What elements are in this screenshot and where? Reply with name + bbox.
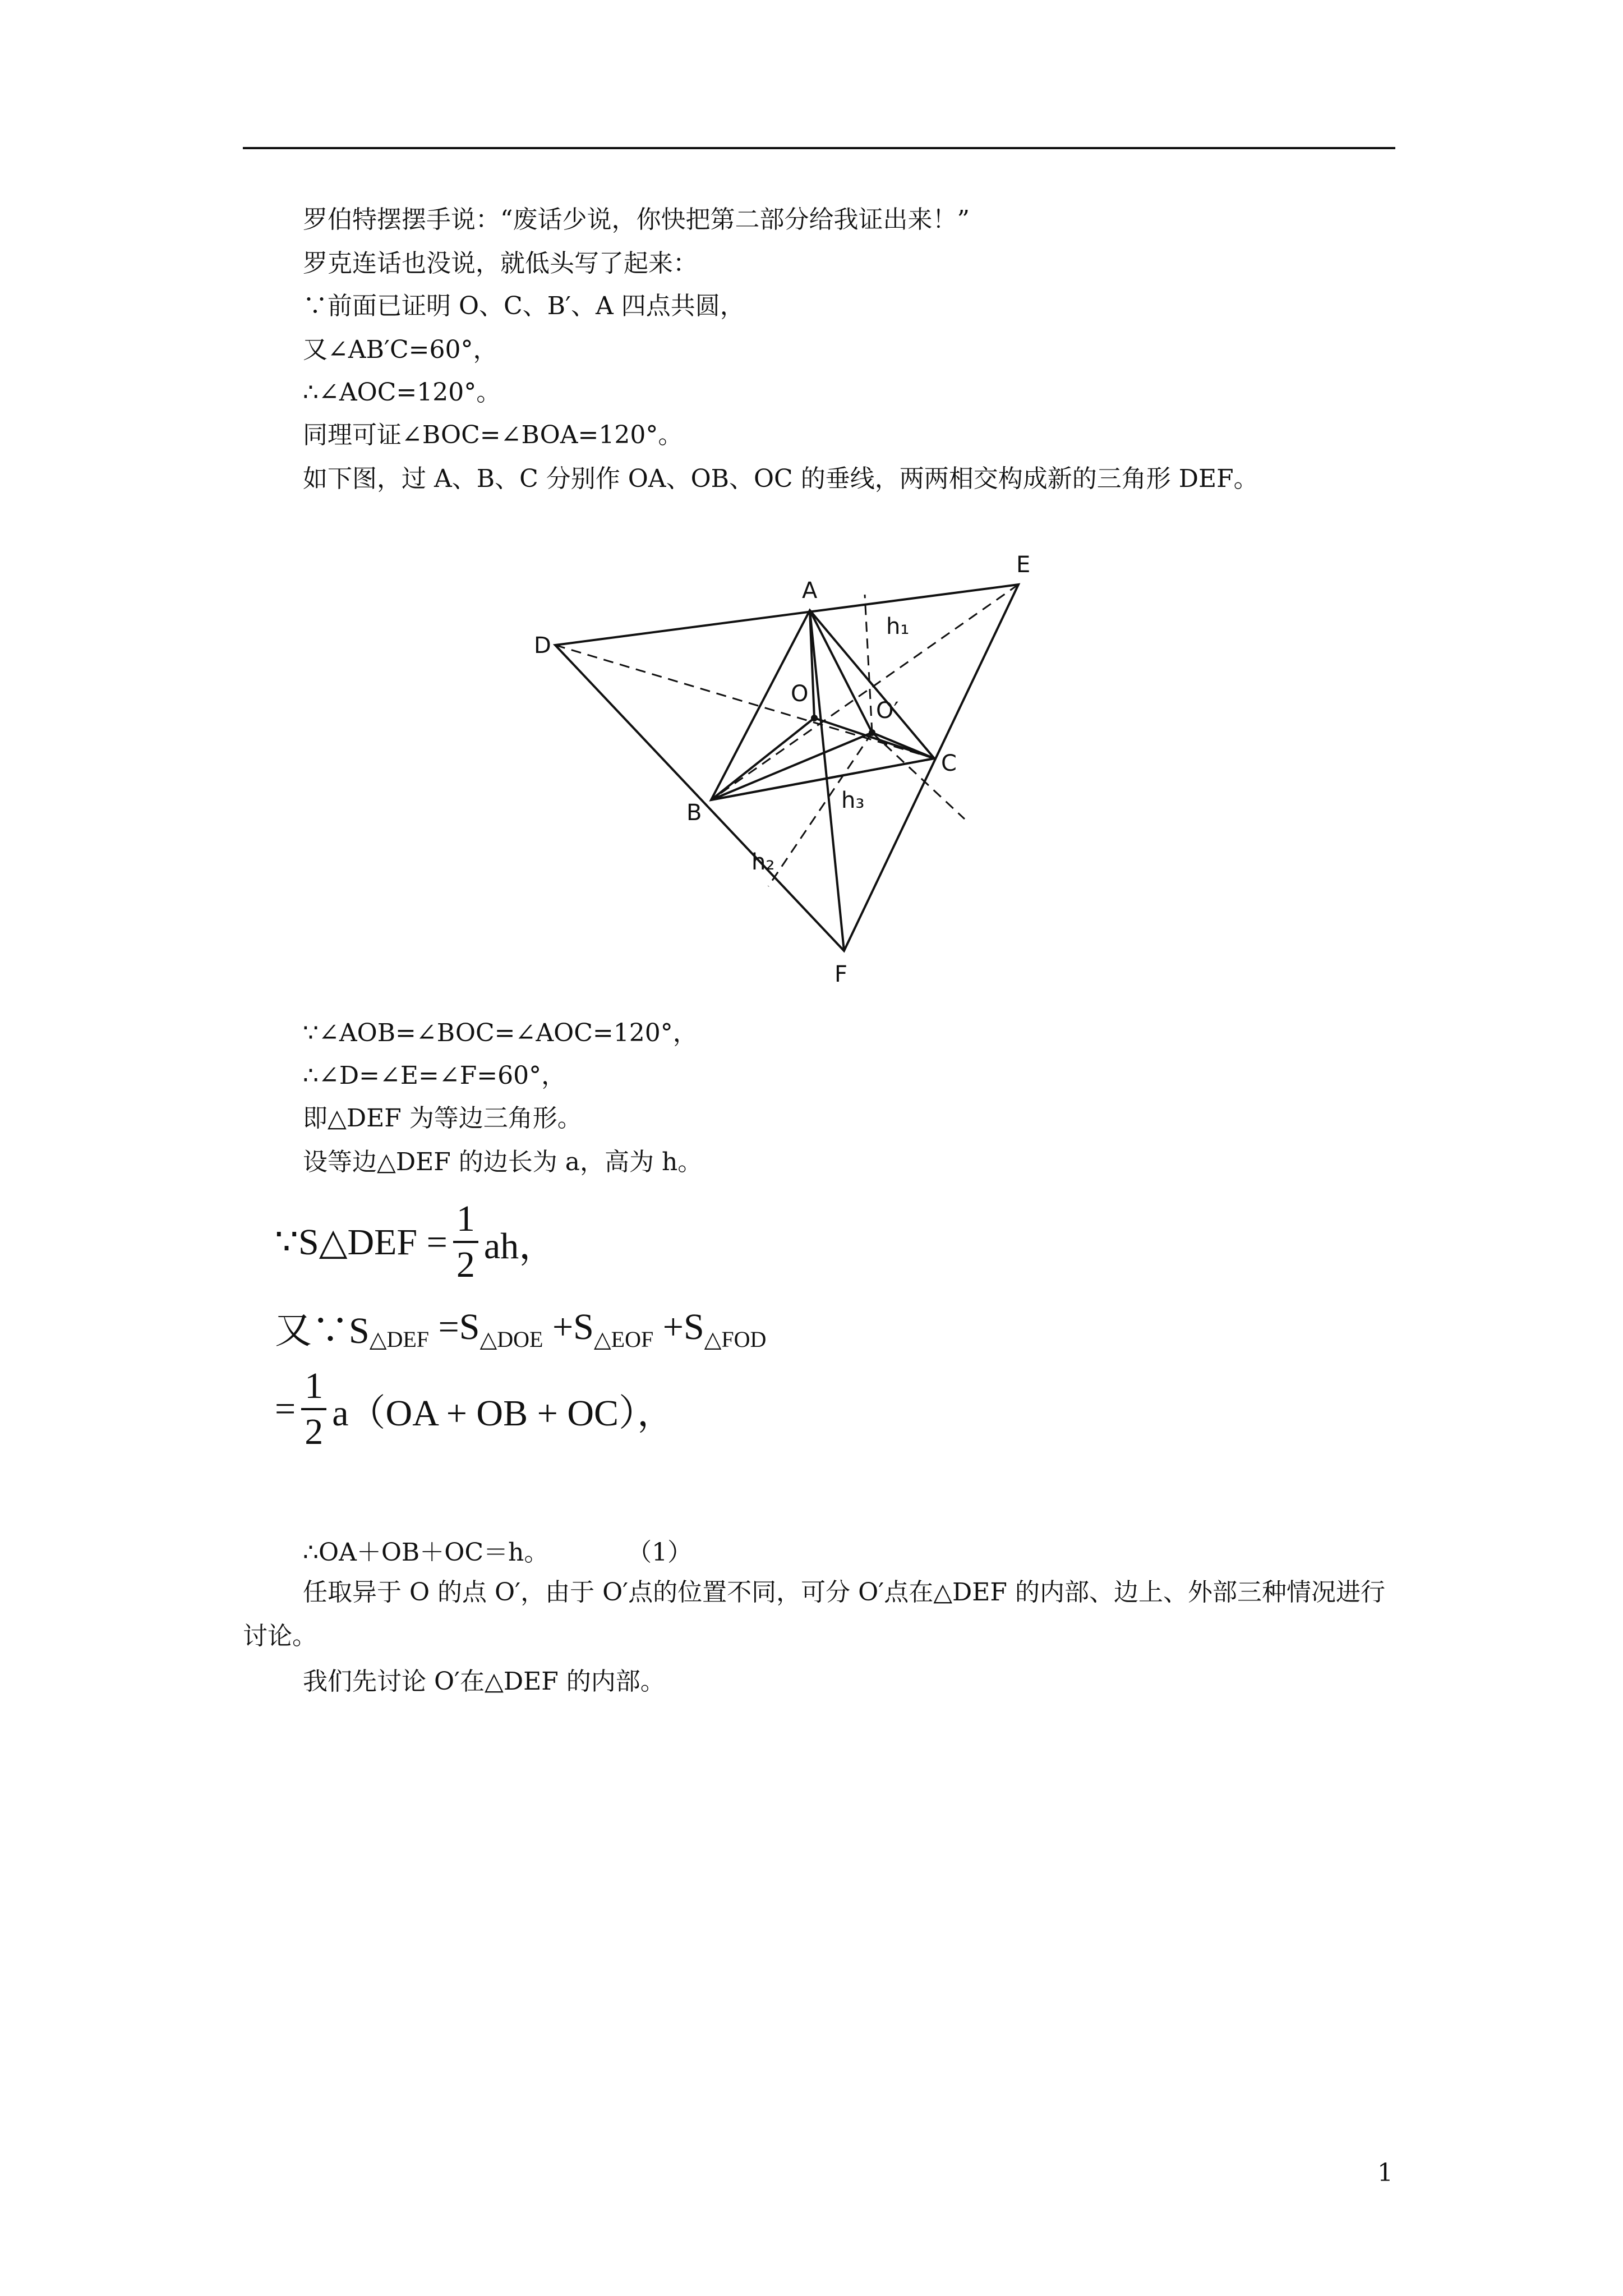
label-e: E: [1016, 552, 1031, 578]
text-line-10: 即△DEF 为等边三角形。: [303, 1104, 582, 1133]
formula-area-sum: [275, 1300, 766, 1354]
formula-3-tail: a（OA + OB + OC），: [332, 1392, 675, 1434]
subscript-fod: △FOD: [704, 1327, 767, 1352]
label-o-prime: O′: [876, 698, 899, 724]
subscript-eof: △EOF: [593, 1327, 654, 1352]
formula-area-def: [275, 1200, 556, 1283]
fraction-numerator-2: 1: [301, 1368, 326, 1410]
subscript-doe: △DOE: [479, 1327, 543, 1352]
fraction-numerator: 1: [453, 1200, 478, 1243]
altitude-h1: [865, 595, 872, 733]
label-d: D: [534, 633, 551, 659]
segment-ob: [711, 718, 814, 800]
formula-2-eq: =S: [429, 1306, 480, 1347]
text-line-3: ∵前面已证明 O、C、B′、A 四点共圆，: [303, 292, 745, 320]
text-line-4: 又∠AB′C=60°，: [303, 335, 498, 364]
formula-1-lead: ∵S△DEF =: [275, 1222, 448, 1263]
segment-o2c: [872, 733, 934, 758]
label-o: O: [791, 681, 809, 707]
text-line-9: ∴∠D=∠E=∠F=60°，: [303, 1061, 566, 1090]
text-line-13: 任取异于 O 的点 O′，由于 O′点的位置不同，可分 O′点在△DEF 的内部、边上、外部三种情况进行讨论。: [243, 1578, 1385, 1650]
formula-2-plus-1: +S: [543, 1306, 594, 1347]
text-line-1: 罗伯特摆摆手说：“废话少说，你快把第二部分给我证出来！”: [303, 205, 970, 234]
formula-3-lead: =: [275, 1388, 296, 1429]
label-b: B: [686, 800, 702, 826]
triangle-def-diagram: [527, 550, 1066, 993]
label-h1: h₁: [886, 614, 910, 639]
formula-sum-expanded: [275, 1365, 675, 1452]
header-rule: [243, 147, 1395, 149]
text-line-2: 罗克连话也没说，就低头写了起来：: [303, 249, 698, 278]
point-o: [811, 715, 818, 721]
label-c: C: [941, 751, 957, 776]
text-line-12: ∴OA＋OB＋OC＝h。 （1）: [303, 1538, 693, 1567]
text-line-8: ∵∠AOB=∠BOC=∠AOC=120°，: [303, 1019, 698, 1047]
formula-1-tail: ah，: [483, 1225, 556, 1267]
page-number: 1: [1377, 2159, 1393, 2187]
fraction-one-half-2: [301, 1365, 326, 1452]
formula-2-lead: 又∵S: [275, 1310, 370, 1351]
label-f: F: [834, 961, 848, 987]
text-line-14: 我们先讨论 O′在△DEF 的内部。: [303, 1667, 665, 1696]
label-a: A: [802, 578, 818, 604]
point-o-prime: [869, 729, 875, 736]
fraction-denominator-2: 2: [305, 1411, 324, 1452]
text-line-11: 设等边△DEF 的边长为 a，高为 h。: [303, 1148, 703, 1176]
label-h3: h₃: [841, 788, 865, 813]
text-line-7: 如下图，过 A、B、C 分别作 OA、OB、OC 的垂线，两两相交构成新的三角形 DEF。: [303, 464, 1258, 493]
label-h2: h₂: [751, 849, 775, 875]
formula-2-plus-2: +S: [653, 1306, 704, 1347]
text-line-5: ∴∠AOC=120°。: [303, 378, 501, 407]
fraction-one-half: [453, 1200, 478, 1283]
geometry-figure: [527, 550, 1066, 993]
fraction-denominator: 2: [456, 1244, 475, 1285]
subscript-def: △DEF: [369, 1327, 430, 1352]
text-line-6: 同理可证∠BOC=∠BOA=120°。: [303, 421, 683, 449]
